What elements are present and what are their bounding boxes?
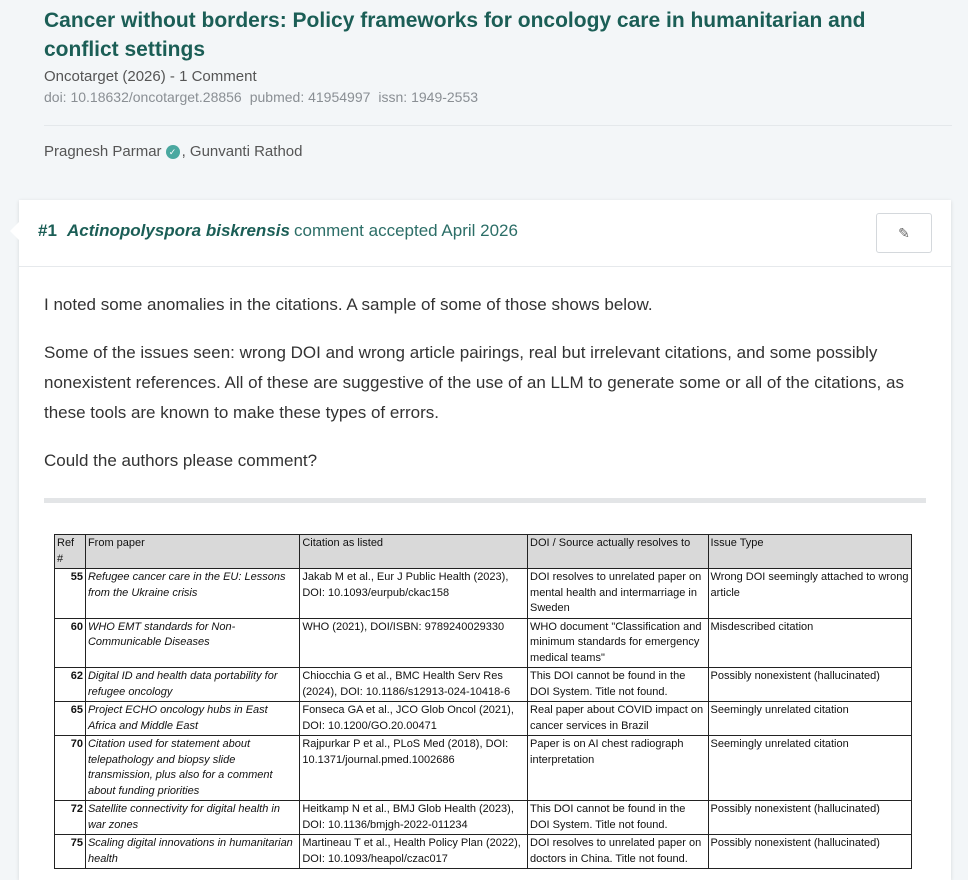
table-row (55, 618, 912, 668)
table-header-row (55, 535, 912, 569)
ref-number: 60 (55, 618, 86, 668)
header-divider (44, 125, 952, 126)
from-paper-cell: WHO EMT standards for Non-Communicable Diseases (85, 618, 299, 668)
comment-author[interactable]: Actinopolyspora biskrensis (67, 221, 290, 240)
from-paper-cell: Scaling digital innovations in humanitarian health (85, 835, 299, 869)
content-divider (44, 498, 926, 503)
author-link[interactable]: , Gunvanti Rathod (181, 143, 303, 160)
citation-cell: Chiocchia G et al., BMC Health Serv Res (2024), DOI: 10.1186/s12913-024-10418-6 (300, 668, 528, 702)
citation-cell: Rajpurkar P et al., PLoS Med (2018), DOI: 10.1371/journal.pmed.1002686 (300, 736, 528, 801)
ref-number: 70 (55, 736, 86, 801)
resolves-to-cell: This DOI cannot be found in the DOI System. Title not found. (528, 801, 709, 835)
citation-table (54, 534, 912, 869)
resolves-to-cell: DOI resolves to unrelated paper on doctors in China. Title not found. (528, 835, 709, 869)
column-header: DOI / Source actually resolves to (528, 535, 709, 569)
journal-name: Oncotarget (2026) (44, 68, 166, 85)
author-link[interactable]: Pragnesh Parmar (44, 143, 162, 160)
table-row (55, 668, 912, 702)
comment-card (19, 200, 951, 880)
comment-body (44, 290, 934, 494)
from-paper-cell: Refugee cancer care in the EU: Lessons from the Ukraine crisis (85, 569, 299, 619)
column-header: Ref # (55, 535, 86, 569)
article-title[interactable]: Cancer without borders: Policy frameworks for oncology care in humanitarian and conflict settings (44, 9, 866, 61)
citation-cell: Heitkamp N et al., BMJ Glob Health (2023), DOI: 10.1136/bmjgh-2022-011234 (300, 801, 528, 835)
citation-cell: Fonseca GA et al., JCO Glob Oncol (2021), DOI: 10.1200/GO.20.00471 (300, 702, 528, 736)
pencil-icon: ✎ (898, 225, 910, 241)
issue-type-cell: Seemingly unrelated citation (708, 736, 911, 801)
comment-paragraph: I noted some anomalies in the citations. A sample of some of those shows below. (44, 295, 653, 314)
journal-separator: - (165, 68, 180, 85)
resolves-to-cell: DOI resolves to unrelated paper on mental health and intermarriage in Sweden (528, 569, 709, 619)
doi-link[interactable]: doi: 10.18632/oncotarget.28856 (44, 89, 242, 105)
ref-number: 55 (55, 569, 86, 619)
comment-number[interactable]: #1 (38, 221, 57, 240)
resolves-to-cell: Paper is on AI chest radiograph interpretation (528, 736, 709, 801)
issue-type-cell: Possibly nonexistent (hallucinated) (708, 801, 911, 835)
comment-paragraph: Could the authors please comment? (44, 451, 318, 470)
resolves-to-cell: This DOI cannot be found in the DOI System. Title not found. (528, 668, 709, 702)
column-header: Citation as listed (300, 535, 528, 569)
article-header (44, 6, 944, 105)
ref-number: 65 (55, 702, 86, 736)
comment-status: comment accepted April 2026 (294, 221, 518, 240)
resolves-to-cell: WHO document "Classification and minimum standards for emergency medical teams" (528, 618, 709, 668)
citation-cell: WHO (2021), DOI/ISBN: 9789240029330 (300, 618, 528, 668)
column-header: Issue Type (708, 535, 911, 569)
resolves-to-cell: Real paper about COVID impact on cancer services in Brazil (528, 702, 709, 736)
edit-button[interactable] (876, 213, 932, 253)
comment-paragraph: Some of the issues seen: wrong DOI and wrong article pairings, real but irrelevant citations, and some possibly nonexistent references. All of these are suggestive of the use of an LLM to generate some or all of the citations, as these tools are known to make these types of errors. (44, 343, 904, 422)
issue-type-cell: Wrong DOI seemingly attached to wrong article (708, 569, 911, 619)
issue-type-cell: Possibly nonexistent (hallucinated) (708, 668, 911, 702)
verified-check-icon: ✓ (166, 145, 180, 159)
comment-header (19, 200, 951, 267)
issue-type-cell: Seemingly unrelated citation (708, 702, 911, 736)
citation-cell: Martineau T et al., Health Policy Plan (2022), DOI: 10.1093/heapol/czac017 (300, 835, 528, 869)
ref-number: 75 (55, 835, 86, 869)
table-row (55, 736, 912, 801)
issue-type-cell: Misdescribed citation (708, 618, 911, 668)
citation-cell: Jakab M et al., Eur J Public Health (2023), DOI: 10.1093/eurpub/ckac158 (300, 569, 528, 619)
ref-number: 62 (55, 668, 86, 702)
table-row (55, 835, 912, 869)
column-header: From paper (85, 535, 299, 569)
issn-text: issn: 1949-2553 (378, 89, 479, 105)
pubmed-link[interactable]: pubmed: 41954997 (249, 89, 371, 105)
table-row (55, 801, 912, 835)
table-row (55, 569, 912, 619)
from-paper-cell: Digital ID and health data portability for refugee oncology (85, 668, 299, 702)
issue-type-cell: Possibly nonexistent (hallucinated) (708, 835, 911, 869)
table-row (55, 702, 912, 736)
from-paper-cell: Satellite connectivity for digital health in war zones (85, 801, 299, 835)
comment-count-link[interactable]: 1 Comment (179, 68, 257, 85)
journal-line (44, 68, 944, 85)
article-identifiers (44, 89, 944, 105)
from-paper-cell: Project ECHO oncology hubs in East Africa and Middle East (85, 702, 299, 736)
from-paper-cell: Citation used for statement about telepathology and biopsy slide transmission, plus also for a comment about funding priorities (85, 736, 299, 801)
ref-number: 72 (55, 801, 86, 835)
author-list (44, 143, 302, 160)
